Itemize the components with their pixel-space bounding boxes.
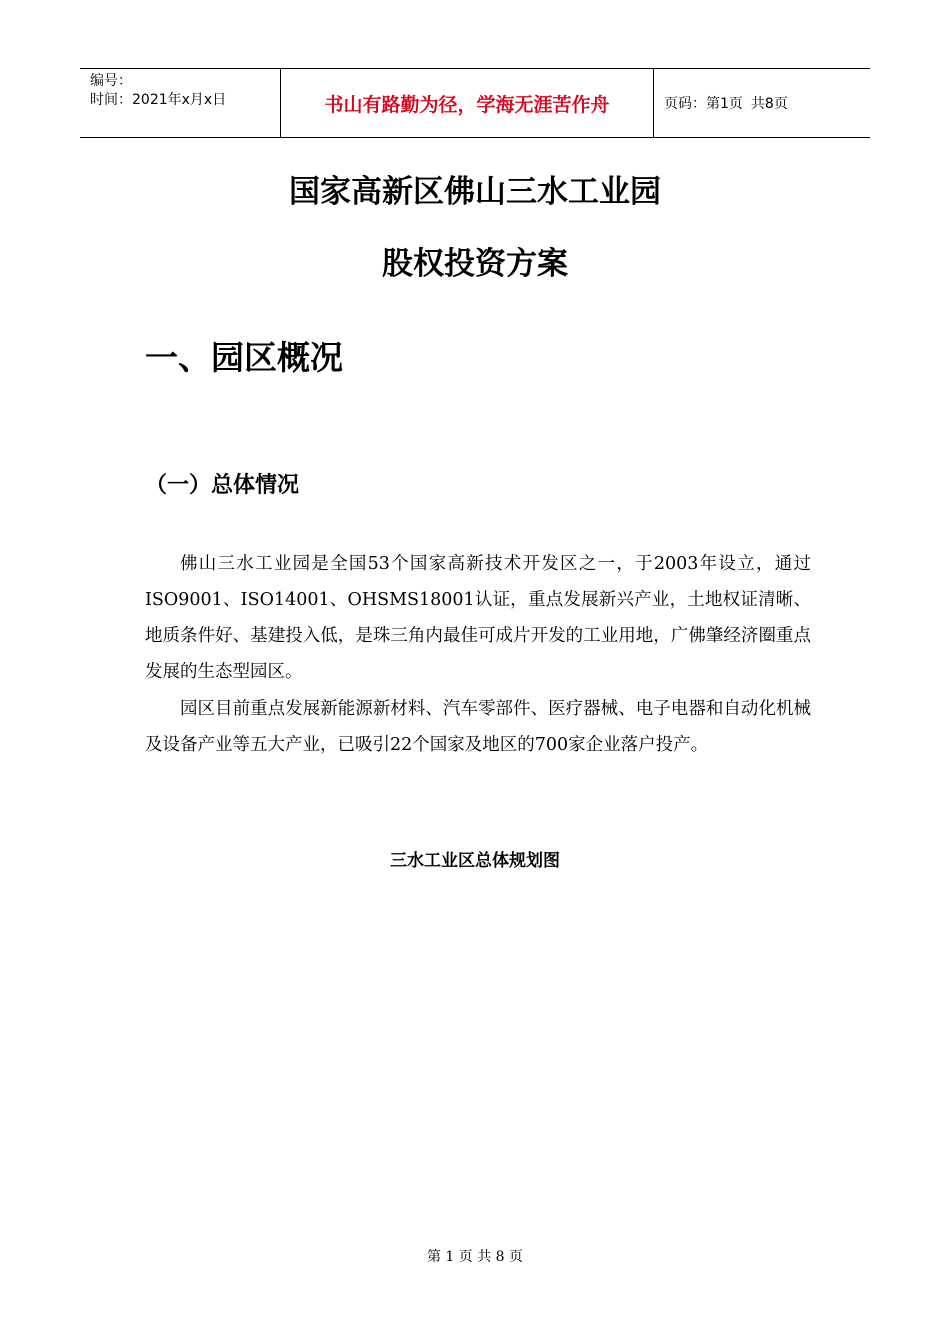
page-footer: 第 1 页 共 8 页 — [426, 1249, 524, 1265]
subsection-heading: （一）总体情况 — [145, 473, 300, 498]
figure-caption: 三水工业区总体规划图 — [390, 851, 560, 871]
document-title-line1: 国家高新区佛山三水工业园 — [289, 174, 661, 210]
header-page-number: 页码：第1页 — [664, 96, 743, 112]
body-paragraph-1: 佛山三水工业园是全国53个国家高新技术开发区之一，于2003年设立，通过ISO9001、ISO14001、OHSMS18001认证，重点发展新兴产业，土地权证清晰、地质条件好、基建投入低，是珠三角内最佳可成片开发的工业用地，广佛肇经济圈重点发展的生态型园区。 — [145, 554, 811, 682]
body-paragraph-2: 园区目前重点发展新能源新材料、汽车零部件、医疗器械、电子电器和自动化机械及设备产业等五大产业，已吸引22个国家及地区的700家企业落户投产。 — [145, 699, 811, 755]
page-header — [80, 68, 870, 138]
doc-number-label: 编号： — [90, 73, 132, 89]
document-title-line2: 股权投资方案 — [382, 246, 568, 282]
header-page-info — [654, 69, 870, 137]
doc-date-label: 时间：2021年x月x日 — [90, 92, 227, 108]
header-motto: 书山有路勤为径，学海无涯苦作舟 — [281, 69, 654, 137]
header-meta — [80, 69, 281, 137]
header-page-total: 共8页 — [750, 96, 788, 112]
section-heading: 一、园区概况 — [145, 338, 343, 377]
